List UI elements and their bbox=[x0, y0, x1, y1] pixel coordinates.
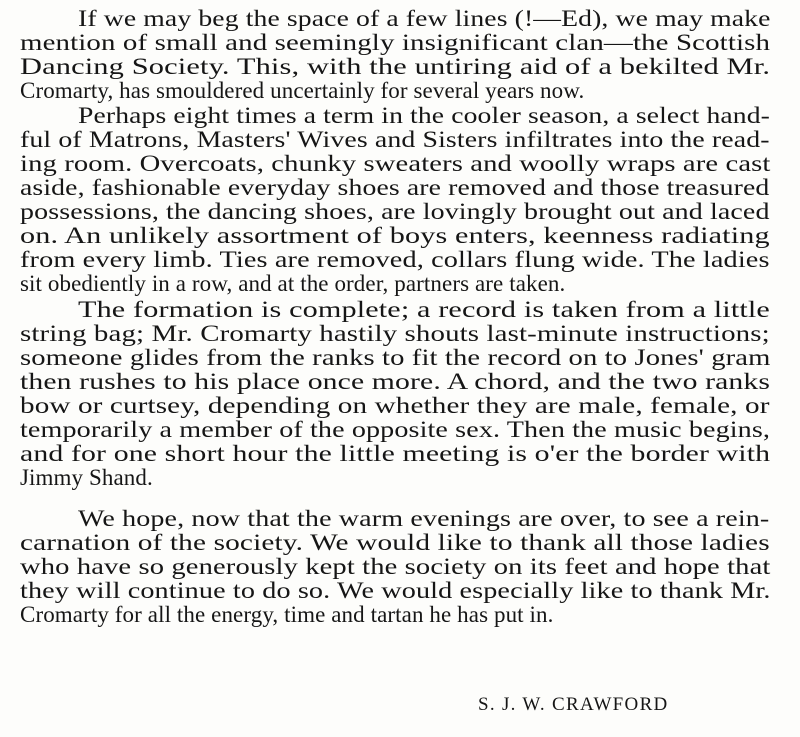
paragraph-line: someone glides from the ranks to fit the record on to Jones' gram bbox=[20, 345, 771, 370]
paragraph-line: on. An unlikely assortment of boys enters, keenness radiating bbox=[20, 223, 770, 248]
paragraph-line: Perhaps eight times a term in the cooler season, a select hand- bbox=[78, 103, 770, 128]
paragraph-line: possessions, the dancing shoes, are lovingly brought out and laced bbox=[20, 199, 770, 224]
paragraph-line: Dancing Society. This, with the untiring aid of a bekilted Mr. bbox=[20, 54, 771, 79]
paragraph-line: and for one short hour the little meeting is o'er the border with bbox=[20, 441, 771, 466]
paragraph-line: who have so generously kept the society on its feet and hope that bbox=[20, 554, 771, 579]
paragraph-line: mention of small and seemingly insignificant clan—the Scottish bbox=[20, 30, 771, 55]
paragraph-line: If we may beg the space of a few lines (!—Ed), we may make bbox=[78, 6, 771, 31]
paragraph-line: temporarily a member of the opposite sex. Then the music begins, bbox=[20, 417, 771, 442]
paragraph-line: ful of Matrons, Masters' Wives and Sisters infiltrates into the read- bbox=[20, 127, 770, 152]
paragraph-line: Cromarty, has smouldered uncertainly for several years now. bbox=[20, 78, 585, 103]
paragraph-line: Cromarty for all the energy, time and tartan he has put in. bbox=[20, 602, 554, 627]
paragraph-line: Jimmy Shand. bbox=[20, 465, 153, 490]
paragraph-line: carnation of the society. We would like to thank all those ladies bbox=[20, 530, 770, 555]
paragraph-line: from every limb. Ties are removed, collars flung wide. The ladies bbox=[20, 247, 770, 272]
paragraph-line: The formation is complete; a record is taken from a little bbox=[78, 297, 770, 322]
paragraph-line: they will continue to do so. We would especially like to thank Mr. bbox=[20, 578, 771, 603]
paragraph-line: aside, fashionable everyday shoes are removed and those treasured bbox=[20, 175, 770, 200]
paragraph-line: bow or curtsey, depending on whether they are male, female, or bbox=[20, 393, 770, 418]
paragraph-line: We hope, now that the warm evenings are over, to see a rein- bbox=[78, 506, 770, 531]
author-signature: S. J. W. CRAWFORD bbox=[478, 694, 669, 715]
paragraph-line: string bag; Mr. Cromarty hastily shouts last-minute instructions; bbox=[20, 321, 770, 346]
paragraph-line: ing room. Overcoats, chunky sweaters and woolly wraps are cast bbox=[20, 151, 771, 176]
paragraph-line: then rushes to his place once more. A chord, and the two ranks bbox=[20, 369, 771, 394]
paragraph-line: sit obediently in a row, and at the order, partners are taken. bbox=[20, 271, 566, 296]
